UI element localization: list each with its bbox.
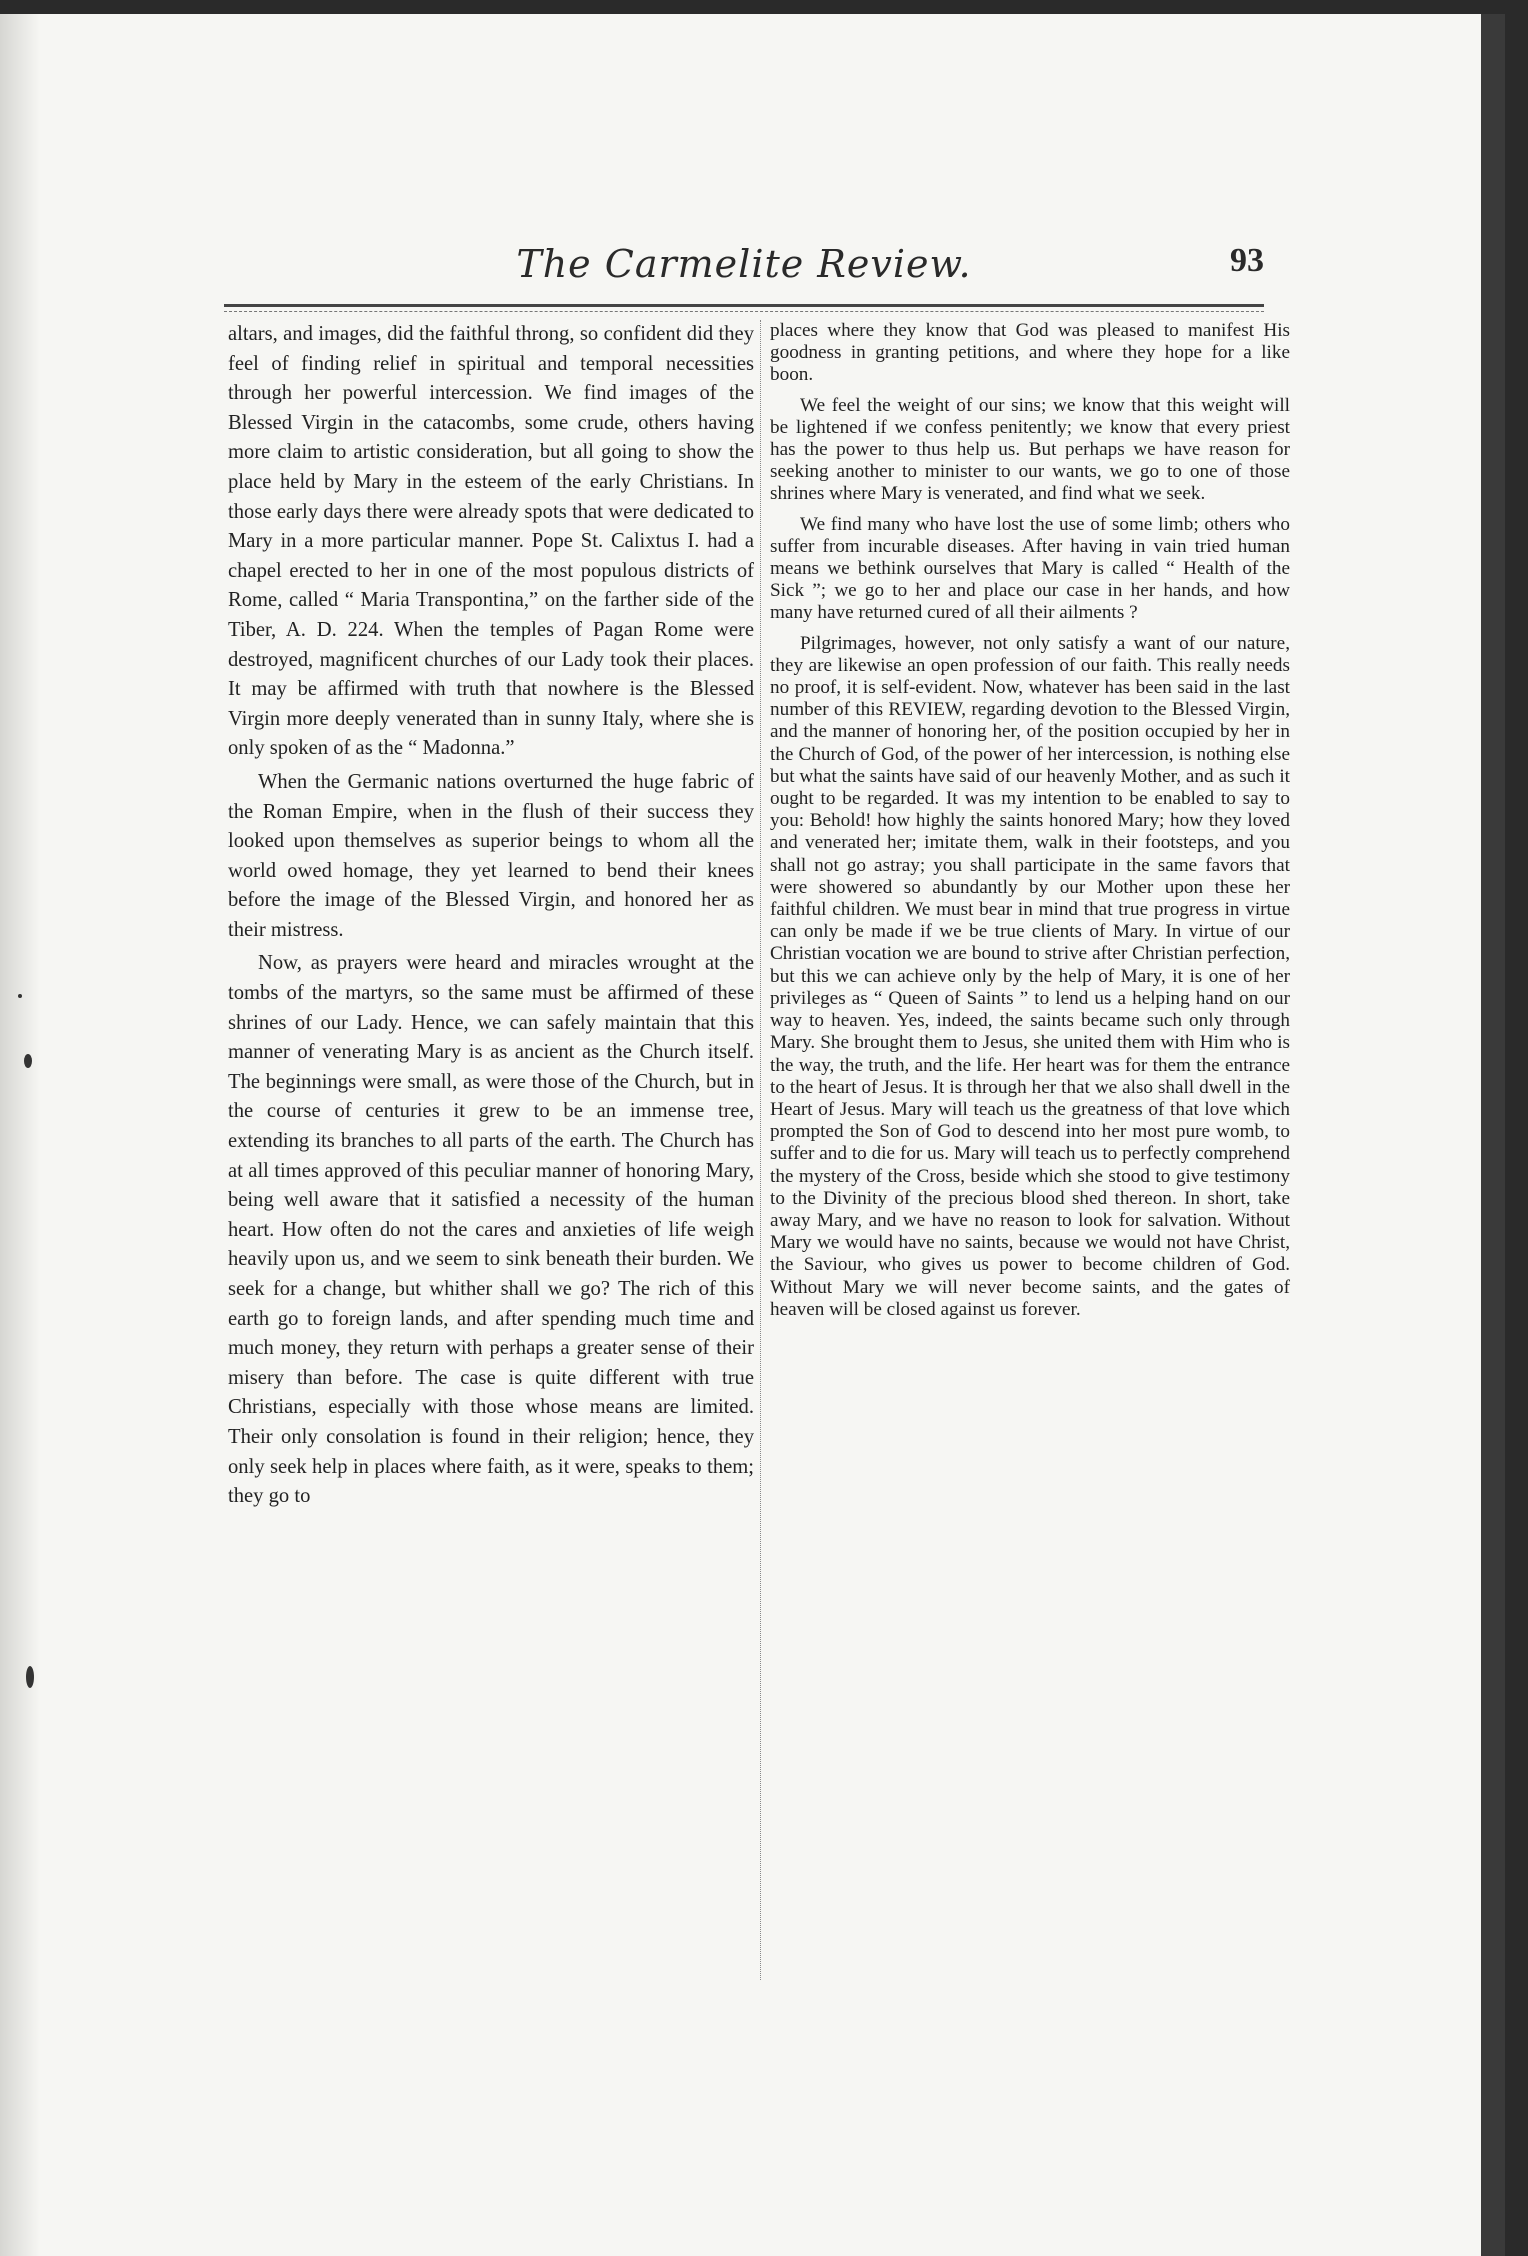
paragraph: places where they know that God was pleased to manifest His goodness in granting petitions, and where they hope for a like boon. xyxy=(770,320,1290,386)
ink-speck xyxy=(24,1054,32,1068)
paragraph: altars, and images, did the faithful throng, so confident did they feel of finding relief in spiritual and temporal necessities through her powerful intercession. We find images of the Blessed Virgin in the catacombs, some crude, others having more claim to artistic consideration, but all going to show the place held by Mary in the esteem of the early Christians. In those early days there were already spots that were dedicated to Mary in a more particular manner. Pope St. Calixtus I. had a chapel erected to her in one of the most populous districts of Rome, called “ Maria Transpontina,” on the farther side of the Tiber, A. D. 224. When the temples of Pagan Rome were destroyed, magnificent churches of our Lady took their places. It may be affirmed with truth that nowhere is the Blessed Virgin more deeply venerated than in sunny Italy, where she is only spoken of as the “ Madonna.” xyxy=(228,323,754,760)
paragraph: Pilgrimages, however, not only satisfy a want of our nature, they are likewise an open profession of our faith. This really needs no proof, it is self-evident. Now, whatever has been said in the last number of this REVIEW, regarding devotion to the Blessed Virgin, and the manner of honoring her, of the position occupied by her in the Church of God, of the power of her intercession, is nothing else but what the saints have said of our heavenly Mother, and as such it ought to be regarded. It was my intention to be enabled to say to you: Behold! how highly the saints honored Mary; how they loved and venerated her; imitate them, walk in their footsteps, and you shall not go astray; you shall participate in the same favors that were showered so abundantly by our Mother upon these her faithful children. We must bear in mind that true progress in virtue can only be made if we be true clients of Mary. In virtue of our Christian vocation we are bound to strive after Christian perfection, but this we can achieve only by the help of Mary, it is one of her privileges as “ Queen of Saints ” to lend us a helping hand on our way to heaven. Yes, indeed, the saints became such only through Mary. She brought them to Jesus, she united them with Him who is the way, the truth, and the life. Her heart was for them the entrance to the heart of Jesus. It is through her that we also shall dwell in the Heart of Jesus. Mary will teach us the greatness of that love which prompted the Son of God to descend into her most pure womb, to suffer and to die for us. Mary will teach us to perfectly comprehend the mystery of the Cross, beside which she stood to give testimony to the Divinity of the precious blood shed thereon. In short, take away Mary, and we have no reason to look for salvation. Without Mary we would have no saints, because we would not have Christ, the Saviour, who gives us power to become children of God. Without Mary we will never become saints, and the gates of heaven will be closed against us forever. xyxy=(770,632,1290,1320)
right-column xyxy=(770,320,1290,1321)
left-column xyxy=(228,320,754,1512)
page-edge xyxy=(1481,14,1505,2256)
paragraph: We feel the weight of our sins; we know that this weight will be lightened if we confess penitently; we know that every priest has the power to thus help us. But perhaps we have reason for seeking another to minister to our wants, we go to one of those shrines where Mary is venerated, and find what we seek. xyxy=(770,394,1290,505)
paragraph: We find many who have lost the use of some limb; others who suffer from incurable diseases. After having in vain tried human means we bethink ourselves that Mary is called “ Health of the Sick ”; we go to her and place our case in her hands, and how many have returned cured of all their ailments ? xyxy=(770,513,1290,624)
page-number: 93 xyxy=(1230,242,1264,279)
paragraph: Now, as prayers were heard and miracles wrought at the tombs of the martyrs, so the same must be affirmed of these shrines of our Lady. Hence, we can safely maintain that this manner of venerating Mary is as ancient as the Church itself. The beginnings were small, as were those of the Church, but in the course of centuries it grew to be an immense tree, extending its branches to all parts of the earth. The Church has at all times approved of this peculiar manner of honoring Mary, being well aware that it satisfied a necessity of the human heart. How often do not the cares and anxieties of life weigh heavily upon us, and we seem to sink beneath their burden. We seek for a change, but whither shall we go? The rich of this earth go to foreign lands, and after spending much time and much money, they return with perhaps a greater sense of their misery than before. The case is quite different with true Christians, especially with those whose means are limited. Their only consolation is found in their religion; hence, they only seek help in places where faith, as it were, speaks to them; they go to xyxy=(228,952,754,1508)
header-rule xyxy=(224,304,1264,307)
page-header xyxy=(224,242,1264,296)
running-title: The Carmelite Review. xyxy=(516,242,972,286)
column-divider xyxy=(760,320,761,1980)
ink-speck xyxy=(18,994,22,998)
scanned-page xyxy=(0,14,1505,2256)
binding-shadow xyxy=(0,14,40,2256)
ink-speck xyxy=(26,1666,34,1688)
paragraph: When the Germanic nations overturned the huge fabric of the Roman Empire, when in the flush of their success they looked upon themselves as superior beings to whom all the world owed homage, they yet learned to bend their knees before the image of the Blessed Virgin, and honored her as their mistress. xyxy=(228,770,754,941)
header-rule-dashed xyxy=(224,311,1264,312)
